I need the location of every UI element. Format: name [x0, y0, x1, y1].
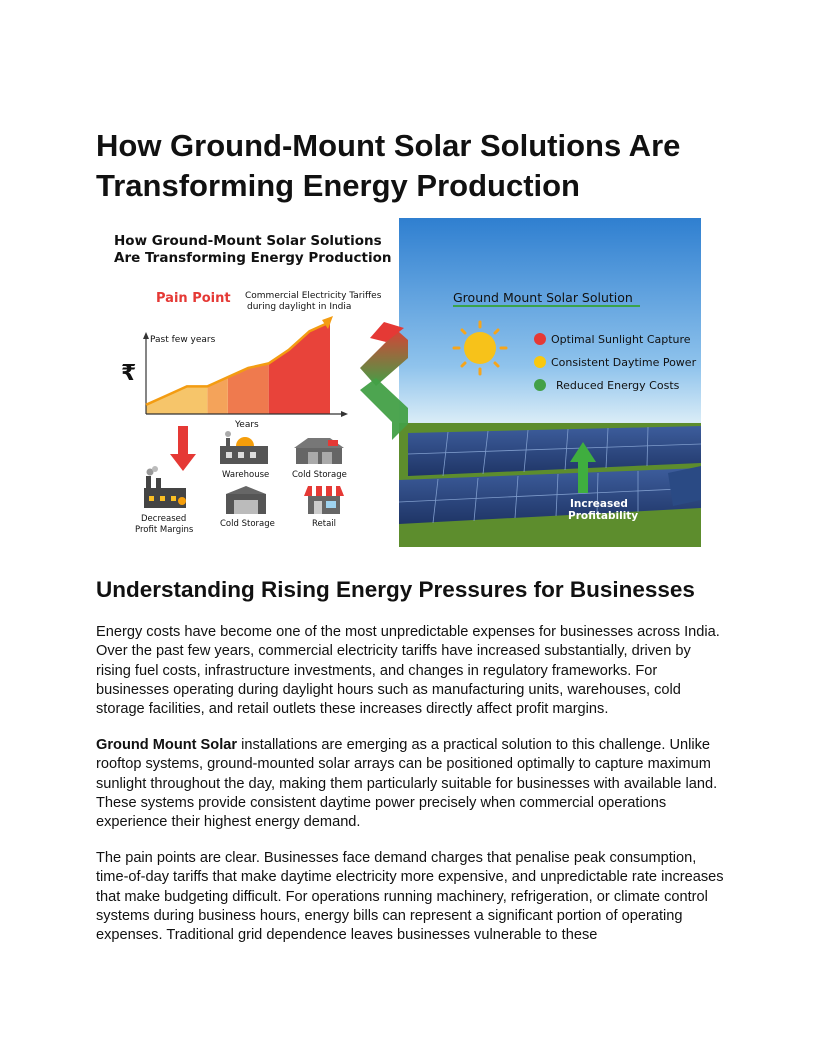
benefit-item: Consistent Daytime Power	[551, 356, 697, 369]
bold-lead-term: Ground Mount Solar	[96, 737, 238, 753]
retail-label: Retail	[312, 519, 337, 529]
y-axis-label: Past few years	[150, 335, 216, 345]
paragraph	[96, 736, 726, 832]
decreased-margins-label: Profit Margins	[135, 525, 194, 535]
pain-point-label: Pain Point	[156, 291, 231, 306]
page-title: How Ground-Mount Solar Solutions Are Transforming Energy Production	[96, 128, 681, 203]
decreased-margins-label: Decreased	[141, 514, 187, 524]
benefit-bullet	[534, 356, 546, 368]
paragraph-text: installations are emerging as a practical solution to this challenge. Unlike rooftop systems, ground-mounted solar arrays can be positioned optimally to capture maximum sunlight throughout the day, making them particularly suitable for businesses with available land. These systems provide consistent daytime power precisely when commercial operations experience their highest energy demand.	[96, 737, 718, 831]
section-heading: Understanding Rising Energy Pressures for Businesses	[96, 577, 695, 602]
benefit-item: Optimal Sunlight Capture	[551, 333, 691, 346]
solution-title: Ground Mount Solar Solution	[453, 290, 633, 305]
rupee-icon: ₹	[121, 361, 137, 386]
benefit-item: Reduced Energy Costs	[556, 379, 680, 392]
benefit-list	[534, 333, 697, 392]
cold-storage-label: Cold Storage	[292, 470, 347, 480]
paragraph: The pain points are clear. Businesses face demand charges that penalise peak consumption, time-of-day tariffs that make daytime electricity more expensive, and unpredictable rate increases that make budgeting difficult. For operations running machinery, refrigeration, or climate control systems during business hours, energy bills can represent a significant portion of operating expenses. Traditional grid dependence leaves businesses vulnerable to these	[96, 850, 724, 944]
benefit-bullet	[534, 379, 546, 391]
infographic-title: How Ground-Mount Solar Solutions	[114, 233, 382, 249]
tariff-label: during daylight in India	[247, 302, 352, 312]
infographic-title: Are Transforming Energy Production	[114, 250, 392, 266]
benefit-bullet	[534, 333, 546, 345]
profit-label: Increased	[570, 498, 628, 510]
x-axis-label: Years	[235, 420, 259, 430]
infographic	[108, 218, 701, 547]
tariff-label: Commercial Electricity Tariffes	[245, 291, 382, 301]
profit-label: Profitability	[568, 510, 639, 522]
cold-storage-label: Cold Storage	[220, 519, 275, 529]
warehouse-label: Warehouse	[222, 470, 270, 480]
retail-icon	[304, 486, 344, 514]
paragraph: Energy costs have become one of the most unpredictable expenses for businesses across India. Over the past few years, commercial electricity tariffs have increased substantially, driven by rising fuel costs, infrastructure investments, and changes in regulatory frameworks. For businesses operating during daylight hours such as manufacturing units, warehouses, cold storage facilities, and retail outlets these increases directly affect profit margins.	[96, 624, 720, 718]
